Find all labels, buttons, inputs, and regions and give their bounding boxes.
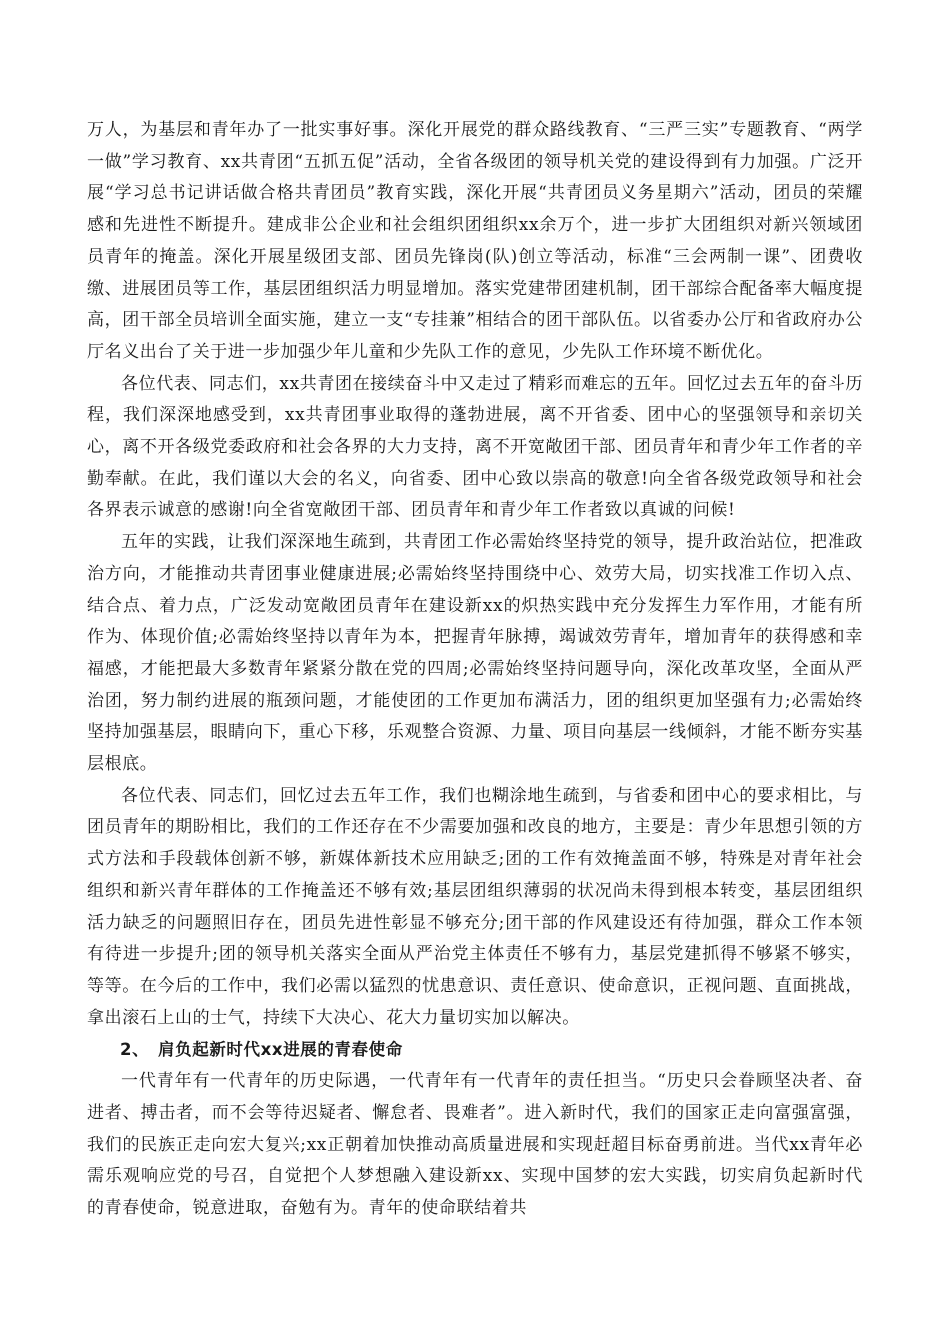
document-page <box>87 115 863 1225</box>
paragraph-youth-mission: 一代青年有一代青年的历史际遇，一代青年有一代青年的责任担当。“历史只会眷顾坚决者、奋进者、搏击者，而不会等待迟疑者、懈怠者、畏难者”。进入新时代，我们的国家正走向富强富强，我们的民族正走向宏大复兴;xx正朝着加快推动高质量进展和实现赶超目标奋勇前进。当代xx青年必需乐观响应党的号召，自觉把个人梦想融入建设新xx、实现中国梦的宏大实践，切实肩负起新时代的青春使命，锐意进取，奋勉有为。青年的使命联结着共 <box>87 1071 863 1218</box>
section-heading: 2、 肩负起新时代xx进展的青春使命 <box>120 1040 403 1060</box>
paragraph-continuation: 万人，为基层和青年办了一批实事好事。深化开展党的群众路线教育、“三严三实”专题教育、“两学一做”学习教育、xx共青团“五抓五促”活动，全省各级团的领导机关党的建设得到有力加强。广泛开展“学习总书记讲话做合格共青团员”教育实践，深化开展“共青团员义务星期六”活动，团员的荣耀感和先进性不断提升。建成非公企业和社会组织团组织xx余万个，进一步扩大团组织对新兴领域团员青年的掩盖。深化开展星级团支部、团员先锋岗(队)创立等活动，标准“三会两制一课”、团费收缴、进展团员等工作，基层团组织活力明显增加。落实党建带团建机制，团干部综合配备率大幅度提高，团干部全员培训全面实施，建立一支“专挂兼”相结合的团干部队伍。以省委办公厅和省政府办公厅名义出台了关于进一步加强少年儿童和少先队工作的意见，少先队工作环境不断优化。 <box>87 120 863 362</box>
paragraph-shortcomings: 各位代表、同志们，回忆过去五年工作，我们也糊涂地生疏到，与省委和团中心的要求相比，与团员青年的期盼相比，我们的工作还存在不少需要加强和改良的地方，主要是：青少年思想引领的方式方法和手段载体创新不够，新媒体新技术应用缺乏;团的工作有效掩盖面不够，特殊是对青年社会组织和新兴青年群体的工作掩盖还不够有效;基层团组织薄弱的状况尚未得到根本转变，基层团组织活力缺乏的问题照旧存在，团员先进性彰显不够充分;团干部的作风建设还有待加强，群众工作本领有待进一步提升;团的领导机关落实全面从严治党主体责任不够有力，基层党建抓得不够紧不够实，等等。在今后的工作中，我们必需以猛烈的忧患意识、责任意识、使命意识，正视问题、直面挑战，拿出滚石上山的士气，持续下大决心、花大力量切实加以解决。 <box>87 785 863 1028</box>
paragraph-practice-lessons: 五年的实践，让我们深深地生疏到，共青团工作必需始终坚持党的领导，提升政治站位，把准政治方向，才能推动共青团事业健康进展;必需始终坚持围绕中心、效劳大局，切实找准工作切入点、结合点、着力点，广泛发动宽敞团员青年在建设新xx的炽热实践中充分发挥生力军作用，才能有所作为、体现价值;必需始终坚持以青年为本，把握青年脉搏，竭诚效劳青年，增加青年的获得感和幸福感，才能把最大多数青年紧紧分散在党的四周;必需始终坚持问题导向，深化改革攻坚，全面从严治团，努力制约进展的瓶颈问题，才能使团的工作更加布满活力，团的组织更加坚强有力;必需始终坚持加强基层，眼睛向下，重心下移，乐观整合资源、力量、项目向基层一线倾斜，才能不断夯实基层根底。 <box>87 532 863 775</box>
paragraph-gratitude: 各位代表、同志们，xx共青团在接续奋斗中又走过了精彩而难忘的五年。回忆过去五年的奋斗历程，我们深深地感受到，xx共青团事业取得的蓬勃进展，离不开省委、团中心的坚强领导和亲切关心，离不开各级党委政府和社会各界的大力支持，离不开宽敞团干部、团员青年和青少年工作者的辛勤奉献。在此，我们谨以大会的名义，向省委、团中心致以崇高的敬意!向全省各级党政领导和社会各界表示诚意的感谢!向全省宽敞团干部、团员青年和青少年工作者致以真诚的问候! <box>87 373 863 521</box>
